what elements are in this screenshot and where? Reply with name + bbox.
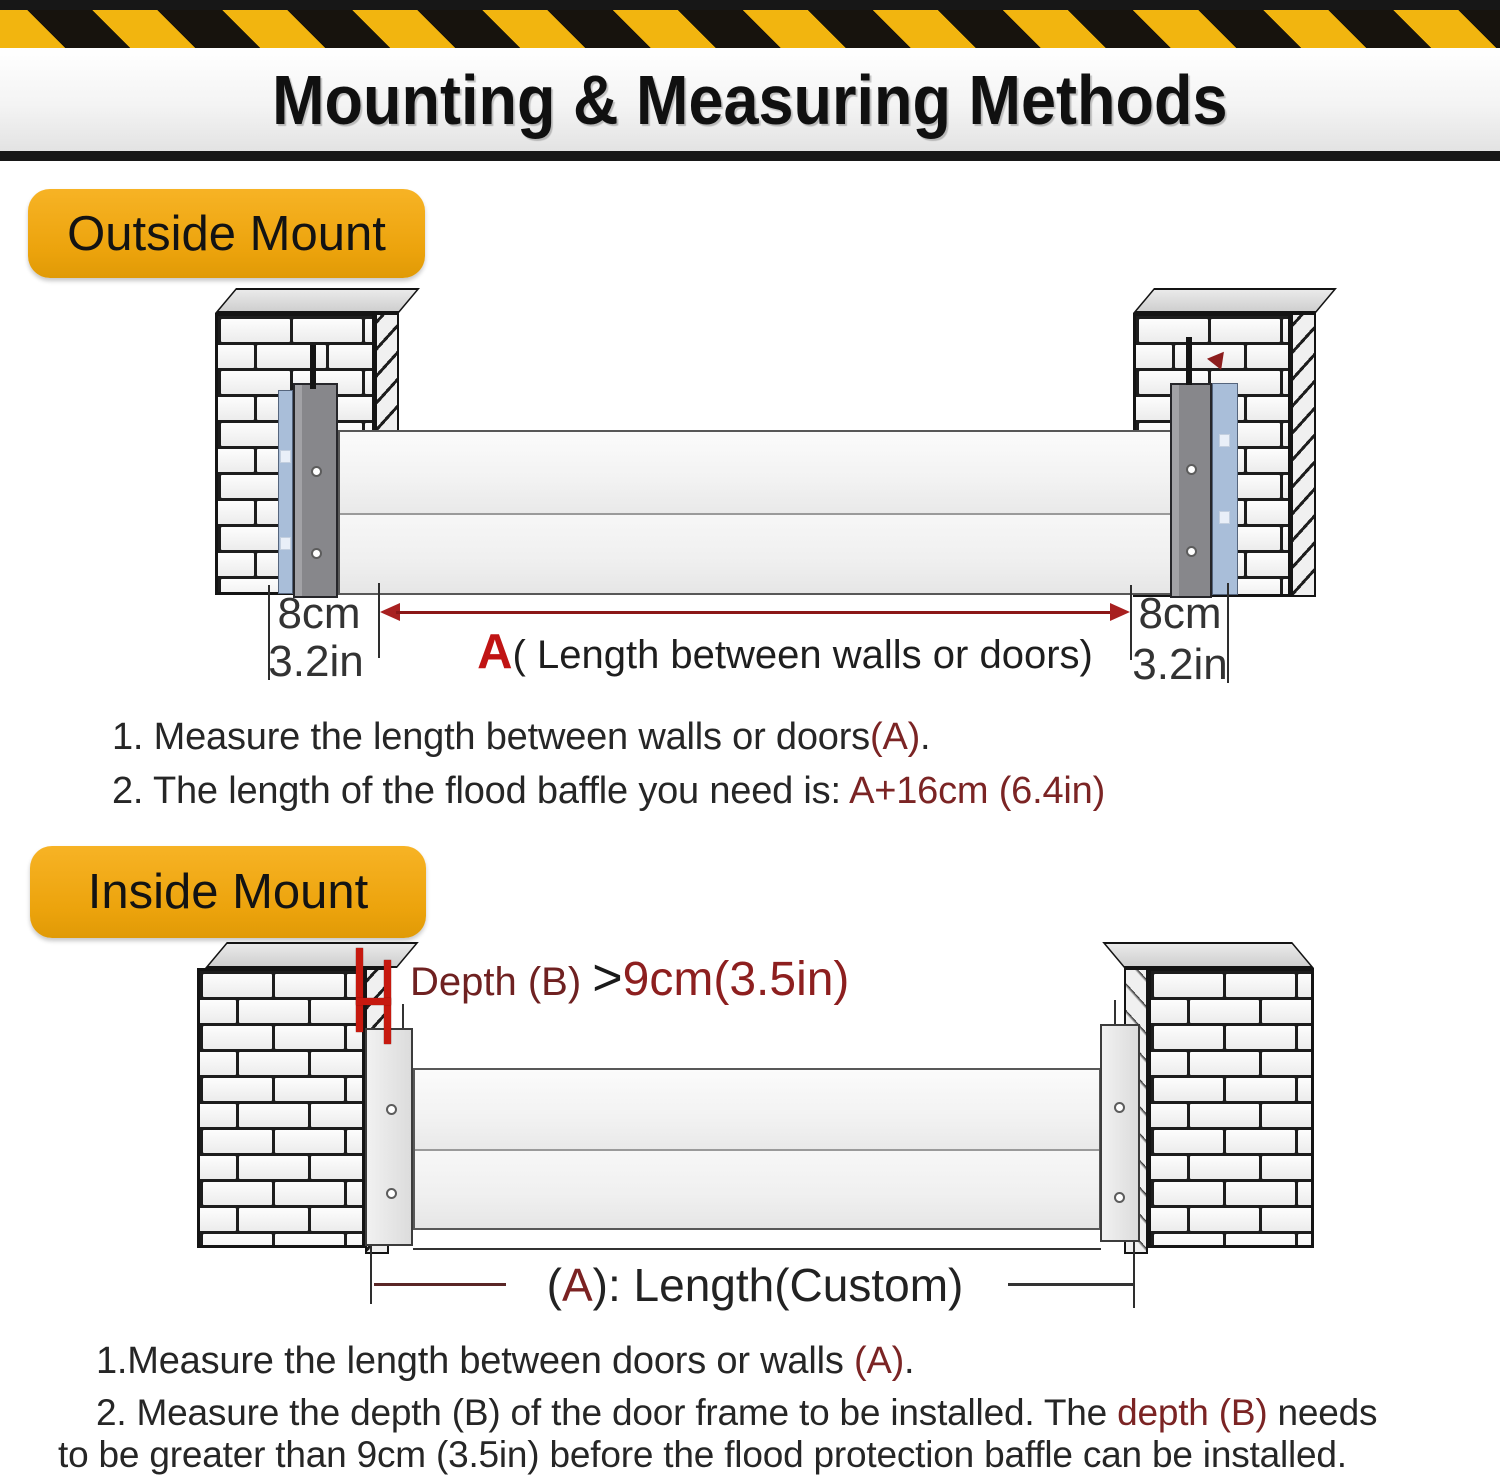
depth-value: 9cm(3.5in) <box>622 953 850 1006</box>
brick-row <box>1148 1156 1311 1179</box>
brick-row <box>197 1208 362 1231</box>
brick <box>1154 1130 1223 1153</box>
brick <box>215 501 254 524</box>
brick-row <box>197 1104 362 1127</box>
barrier-panel-top <box>415 1070 1099 1149</box>
brick <box>1298 974 1314 997</box>
brick <box>1148 1000 1187 1023</box>
barrier-panel-bottom <box>340 513 1170 594</box>
span-a-label <box>455 624 1115 680</box>
brick-row <box>197 1156 362 1179</box>
right-mount-channel <box>1170 383 1212 598</box>
brick <box>275 1078 344 1101</box>
brick <box>1139 319 1208 342</box>
inside-step-1 <box>96 1340 914 1383</box>
brick-row <box>1148 1208 1311 1231</box>
brick <box>1298 1130 1314 1153</box>
brick <box>239 1052 308 1075</box>
brick <box>1148 1104 1187 1127</box>
header-bottom-bar <box>0 151 1500 161</box>
brick <box>1247 397 1291 420</box>
brick <box>329 345 375 368</box>
brick-row <box>215 345 372 368</box>
brick <box>1283 423 1291 446</box>
seal-notch <box>1219 434 1230 447</box>
outside-mount-badge-label: Outside Mount <box>67 206 386 261</box>
step-text: 2. Measure the depth (B) of the door frame to be installed. The <box>96 1392 1118 1433</box>
brick <box>347 1078 365 1101</box>
brick <box>215 449 254 472</box>
brick <box>1133 397 1172 420</box>
brick <box>1226 974 1295 997</box>
header-top-bar <box>0 0 1500 10</box>
arrowhead-right-icon <box>1110 603 1130 621</box>
screw-hole <box>1186 464 1197 475</box>
step-highlight: (A) <box>869 716 921 758</box>
outside-right-pillar-cap <box>1133 288 1337 313</box>
brick <box>197 1000 236 1023</box>
brick <box>365 319 375 342</box>
brick <box>1247 501 1291 524</box>
step-text: needs <box>1267 1392 1378 1433</box>
inside-right-channel <box>1100 1024 1140 1242</box>
brick <box>275 974 344 997</box>
brick <box>1148 1052 1187 1075</box>
brick <box>221 319 290 342</box>
brick <box>1190 1000 1259 1023</box>
flood-barrier-outside <box>338 430 1172 595</box>
brick <box>1262 1104 1314 1127</box>
brick <box>275 1130 344 1153</box>
length-label-text: ( <box>546 1259 562 1311</box>
brick-row <box>1151 1182 1311 1205</box>
brick <box>1298 1026 1314 1049</box>
dimension-tick <box>1133 1242 1135 1308</box>
depth-annotation <box>410 948 849 1008</box>
brick <box>293 319 362 342</box>
brick-row <box>1151 1078 1311 1101</box>
flood-barrier-inside <box>413 1068 1101 1230</box>
barrier-panel-top <box>340 432 1170 513</box>
length-label-text: ): Length(Custom) <box>592 1259 964 1311</box>
step-text: to be greater than 9cm (3.5in) before the flood protection baffle can be installed. <box>58 1434 1347 1475</box>
barrier-panel-bottom <box>415 1149 1099 1228</box>
brick <box>239 1208 308 1231</box>
brick <box>215 553 254 576</box>
step-highlight: A+16cm (6.4in) <box>849 770 1106 812</box>
length-label-a: A <box>561 1259 593 1311</box>
brick-row <box>197 1052 362 1075</box>
brick <box>1154 1026 1223 1049</box>
brick <box>275 1026 344 1049</box>
brick <box>1283 475 1291 498</box>
screw-hole <box>386 1104 397 1115</box>
brick <box>1226 1026 1295 1049</box>
seal-notch <box>1219 511 1230 524</box>
brick-row <box>1148 1104 1311 1127</box>
brick-row <box>200 1026 362 1049</box>
screw-hole <box>1114 1192 1125 1203</box>
brick-row <box>200 1234 362 1248</box>
step-text: . <box>904 1340 915 1382</box>
brick <box>1211 319 1280 342</box>
brick <box>1226 1078 1295 1101</box>
brick <box>239 1156 308 1179</box>
brick <box>1298 1078 1314 1101</box>
left-channel-slot <box>310 345 316 389</box>
brick <box>203 1182 272 1205</box>
brick <box>1262 1156 1314 1179</box>
span-dimension-line <box>396 611 1114 614</box>
brick-row <box>200 1182 362 1205</box>
left-offset-cm-label: 8cm <box>277 589 361 638</box>
brick <box>1226 1130 1295 1153</box>
outside-left-pillar-cap <box>215 288 420 313</box>
left-mount-channel <box>293 383 338 598</box>
right-seal-strip <box>1212 383 1238 595</box>
brick <box>1133 345 1172 368</box>
title-band <box>0 48 1500 151</box>
depth-label-text: Depth (B) <box>410 960 593 1004</box>
screw-hole <box>1114 1102 1125 1113</box>
brick-row <box>1136 319 1288 342</box>
brick <box>1247 553 1291 576</box>
brick <box>1190 1156 1259 1179</box>
inside-right-pillar-cap <box>1102 942 1314 968</box>
step-text: 2. The length of the flood baffle you need is: <box>112 770 850 812</box>
brick <box>1154 1078 1223 1101</box>
brick <box>311 1156 365 1179</box>
screw-hole <box>1186 546 1197 557</box>
brick <box>347 1130 365 1153</box>
brick <box>1247 449 1291 472</box>
brick <box>197 1156 236 1179</box>
outside-right-pillar-side <box>1291 313 1316 597</box>
brick <box>197 1104 236 1127</box>
hazard-stripe-banner <box>0 10 1500 48</box>
step-text: 1.Measure the length between doors or walls <box>96 1340 854 1382</box>
outside-step-2 <box>112 770 1105 813</box>
brick <box>203 974 272 997</box>
brick <box>1226 1234 1295 1248</box>
brick <box>365 371 375 394</box>
brick <box>275 1234 344 1248</box>
seal-notch <box>280 450 291 463</box>
brick <box>239 1104 308 1127</box>
brick <box>311 1208 365 1231</box>
outside-mount-badge <box>28 189 425 278</box>
brick-row <box>1151 1026 1311 1049</box>
step-highlight: depth (B) <box>1117 1392 1268 1433</box>
brick-row <box>1151 1234 1311 1248</box>
right-offset-in-label: 3.2in <box>1132 640 1228 689</box>
seal-notch <box>280 537 291 550</box>
inside-step-2-line-2 <box>58 1434 1347 1475</box>
brick <box>239 1000 308 1023</box>
brick <box>203 1234 272 1248</box>
brick <box>197 1208 236 1231</box>
brick <box>1262 1208 1314 1231</box>
dimension-tick <box>370 1246 372 1304</box>
depth-bracket-icon <box>356 998 391 1005</box>
depth-bracket-icon <box>356 948 363 1032</box>
outside-step-1 <box>112 716 930 759</box>
inside-mount-badge-label: Inside Mount <box>87 865 369 919</box>
brick <box>1190 1104 1259 1127</box>
brick <box>1298 1182 1314 1205</box>
screw-hole <box>311 466 322 477</box>
brick <box>1283 371 1291 394</box>
brick-row <box>200 1078 362 1101</box>
brick <box>1262 1052 1314 1075</box>
brick <box>311 1104 365 1127</box>
brick <box>275 1182 344 1205</box>
brick <box>1148 1156 1187 1179</box>
brick-row <box>1151 1130 1311 1153</box>
inside-left-channel <box>365 1028 413 1246</box>
brick <box>203 1078 272 1101</box>
inside-step-2-line-1 <box>96 1392 1377 1434</box>
brick-row <box>1148 1052 1311 1075</box>
screw-hole <box>311 548 322 559</box>
brick <box>311 1052 365 1075</box>
greater-than-sign: > <box>592 949 623 1007</box>
right-offset-cm-label: 8cm <box>1138 589 1222 638</box>
left-offset-in-label: 3.2in <box>268 637 364 686</box>
brick-row <box>218 319 372 342</box>
step-highlight: (A) <box>853 1340 905 1382</box>
brick-row <box>1148 1000 1311 1023</box>
step-text: 1. Measure the length between walls or doors <box>112 716 870 758</box>
brick <box>1154 974 1223 997</box>
brick <box>203 1026 272 1049</box>
brick-row <box>200 1130 362 1153</box>
brick-row <box>1151 974 1311 997</box>
brick <box>1262 1000 1314 1023</box>
brick <box>1298 1234 1314 1248</box>
brick <box>1190 1208 1259 1231</box>
inside-left-pillar-face <box>197 968 365 1248</box>
brick <box>1283 579 1291 597</box>
brick-row <box>200 974 362 997</box>
page-title: Mounting & Measuring Methods <box>272 60 1228 139</box>
screw-hole <box>386 1188 397 1199</box>
channel-pin <box>402 1004 404 1030</box>
right-channel-slot <box>1186 337 1192 385</box>
brick <box>1226 1182 1295 1205</box>
brick <box>215 397 254 420</box>
threshold-line <box>413 1248 1101 1250</box>
inside-mount-badge <box>30 846 426 938</box>
step-text: . <box>920 716 931 758</box>
brick <box>1154 1234 1223 1248</box>
brick <box>1283 319 1291 342</box>
span-a-letter: A <box>477 625 513 679</box>
brick <box>1154 1182 1223 1205</box>
brick <box>215 345 254 368</box>
brick <box>203 1130 272 1153</box>
brick <box>1283 527 1291 550</box>
brick <box>1190 1052 1259 1075</box>
brick <box>1247 345 1291 368</box>
span-a-text: ( Length between walls or doors) <box>512 633 1093 677</box>
brick-row <box>197 1000 362 1023</box>
left-seal-strip <box>278 390 293 594</box>
brick <box>197 1052 236 1075</box>
brick <box>1148 1208 1187 1231</box>
brick <box>347 1234 365 1248</box>
brick <box>347 1182 365 1205</box>
inside-right-pillar-face <box>1148 968 1314 1248</box>
length-custom-label <box>455 1258 1055 1312</box>
channel-pin <box>1114 1000 1116 1026</box>
